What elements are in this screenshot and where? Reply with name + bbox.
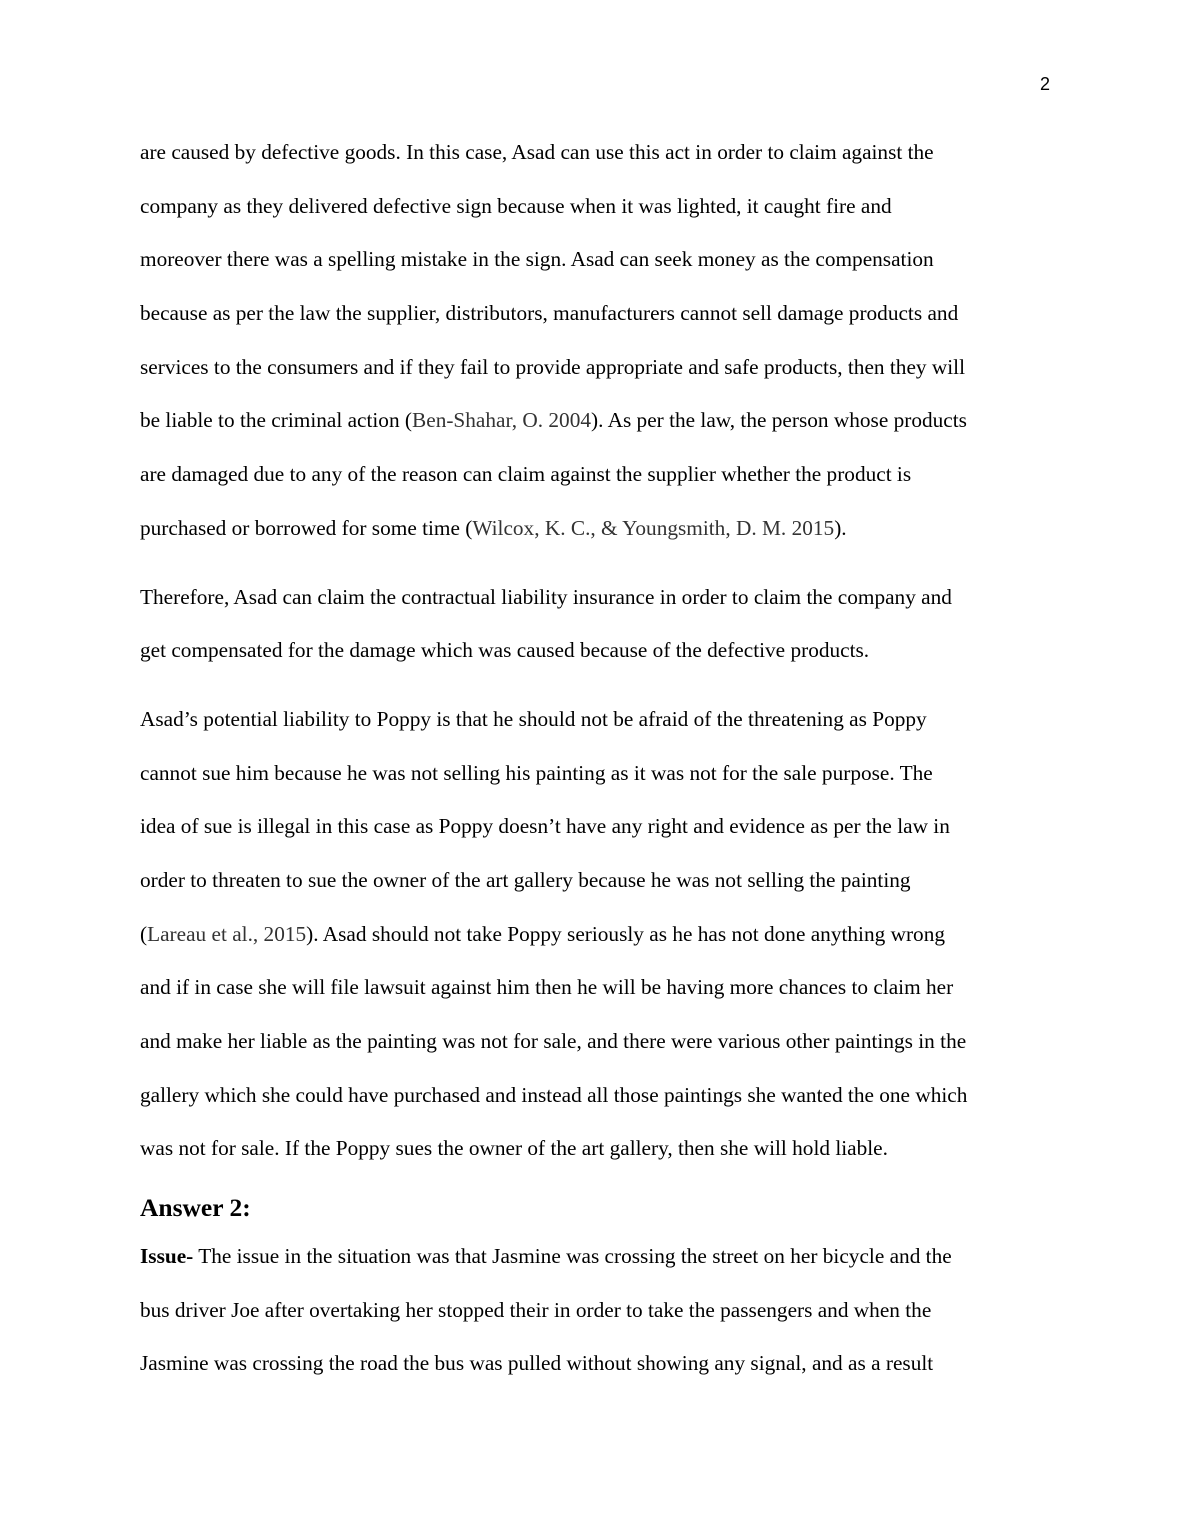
text-line: are caused by defective goods. In this case, Asad can use this act in order to claim against the — [140, 140, 934, 164]
text-line: order to threaten to sue the owner of the art gallery because he was not selling the painting — [140, 867, 911, 892]
answer-2-heading: Answer 2: — [140, 1193, 251, 1223]
text-line: and if in case she will file lawsuit against him then he will be having more chances to claim her — [140, 975, 954, 1000]
paragraph-poppy-liability — [140, 693, 1054, 1176]
text-line — [140, 502, 1054, 556]
text-line: get compensated for the damage which was caused because of the defective products. — [140, 638, 870, 663]
text-line: and make her liable as the painting was not for sale, and there were various other paintings in the — [140, 1029, 967, 1053]
text-line — [140, 394, 1054, 448]
issue-label: Issue- — [140, 1244, 194, 1269]
text-line: are damaged due to any of the reason can claim against the supplier whether the product is — [140, 462, 912, 487]
text-segment: ). As per the law, the person whose products — [591, 408, 967, 433]
text-line: Jasmine was crossing the road the bus was pulled without showing any signal, and as a result — [140, 1351, 934, 1376]
text-segment: The issue in the situation was that Jasmine was crossing the street on her bicycle and the — [193, 1244, 952, 1269]
citation-wilcox: Wilcox, K. C., & Youngsmith, D. M. 2015 — [472, 515, 835, 540]
text-segment: ). Asad should not take Poppy seriously as he has not done anything wrong — [306, 921, 945, 946]
text-line: was not for sale. If the Poppy sues the owner of the art gallery, then she will hold liable. — [140, 1136, 888, 1161]
text-line: cannot sue him because he was not selling his painting as it was not for the sale purpose. The — [140, 760, 933, 785]
text-line — [140, 908, 1054, 962]
paragraph-issue — [140, 1230, 1054, 1391]
document-body — [140, 126, 1054, 1391]
text-line: idea of sue is illegal in this case as Poppy doesn’t have any right and evidence as per the law in — [140, 814, 950, 839]
citation-ben-shahar: Ben-Shahar, O. 2004 — [412, 408, 591, 433]
text-line: Therefore, Asad can claim the contractual liability insurance in order to claim the company and — [140, 584, 952, 609]
text-line: gallery which she could have purchased and instead all those paintings she wanted the one which — [140, 1082, 968, 1107]
citation-lareau: Lareau et al., 2015 — [147, 921, 307, 946]
text-segment: ( — [140, 921, 148, 946]
text-line — [140, 1230, 1054, 1284]
text-line: services to the consumers and if they fail to provide appropriate and safe products, then they will — [140, 354, 966, 379]
text-line: bus driver Joe after overtaking her stopped their in order to take the passengers and when the — [140, 1297, 932, 1322]
text-segment: be liable to the criminal action ( — [140, 408, 413, 433]
text-line: Asad’s potential liability to Poppy is that he should not be afraid of the threatening as Poppy — [140, 706, 927, 731]
paragraph-defective-goods — [140, 126, 1054, 556]
text-segment: ). — [834, 515, 847, 540]
page-number: 2 — [1039, 74, 1050, 94]
text-line: because as per the law the supplier, distributors, manufacturers cannot sell damage products and — [140, 301, 959, 326]
text-segment: purchased or borrowed for some time ( — [140, 515, 473, 540]
paragraph-conclusion — [140, 571, 1054, 678]
text-line: company as they delivered defective sign because when it was lighted, it caught fire and — [140, 193, 892, 218]
text-line: moreover there was a spelling mistake in the sign. Asad can seek money as the compensation — [140, 247, 934, 272]
